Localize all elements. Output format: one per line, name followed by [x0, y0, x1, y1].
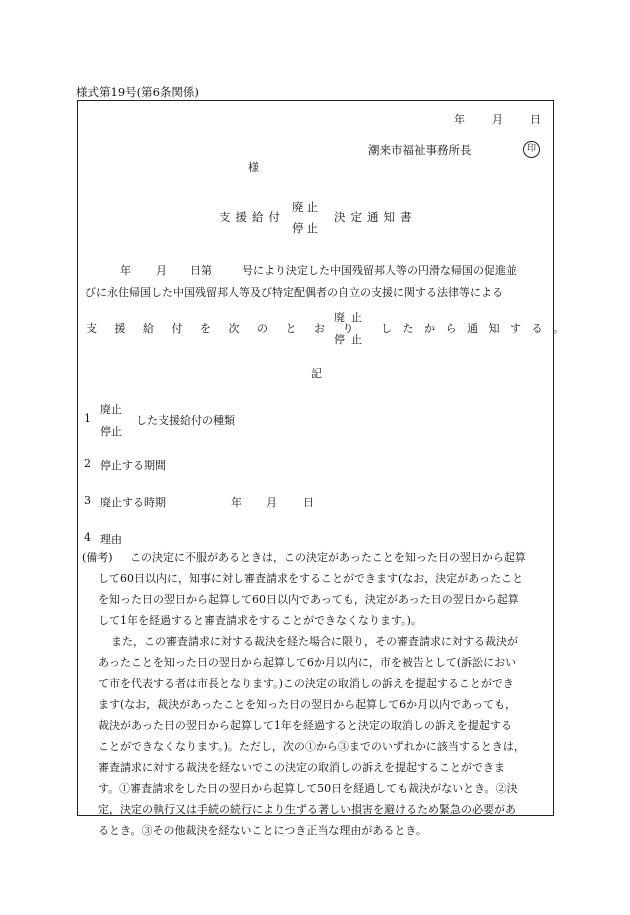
remarks-line: 裁決があった日の翌日から起算して1年を経過すると決定の取消しの訴えを提起する — [98, 719, 512, 732]
intro-line3-right: したから通知する。 — [381, 322, 575, 335]
remarks-line: す。①審査請求をした日の翌日から起算して50日を経過しても裁決がないとき。②決 — [98, 782, 518, 795]
issuer-name: 潮来市福祉事務所長 — [368, 143, 472, 157]
item4-number: 4 — [84, 531, 91, 544]
remarks-line: この決定に不服があるときは，この決定があったことを知った日の翌日から起算 — [130, 551, 526, 564]
item2-number: 2 — [84, 457, 91, 470]
item1-abolish: 廃止 — [100, 403, 122, 416]
addressee-suffix: 様 — [248, 161, 259, 174]
remarks-line: るとき。③その他裁決を経ないことにつき正当な理由があるとき。 — [98, 824, 427, 837]
item3-year: 年 — [231, 496, 242, 509]
item3-number: 3 — [84, 494, 91, 507]
date-month-label: 月 — [492, 113, 503, 126]
intro-line3-left: 支援給付を次のとおり — [86, 322, 371, 335]
item1-number: 1 — [84, 412, 91, 425]
title-right: 決定通知書 — [334, 210, 417, 224]
title-left: 支援給付 — [219, 210, 285, 224]
intro-line1-rest: 号により決定した中国残留邦人等の円滑な帰国の促進並 — [242, 264, 517, 277]
item3-month: 月 — [266, 496, 277, 509]
remarks-line: を知った日の翌日から起算して60日以内であっても，決定があった日の翌日から起算 — [98, 593, 519, 606]
form-number-label: 様式第19号(第6条関係) — [76, 85, 199, 99]
remarks-line: あったことを知った日の翌日から起算して6か月以内に，市を被告として(訴訟におい — [98, 656, 517, 669]
intro-year: 年 — [120, 264, 131, 277]
remarks-label: (備考) — [82, 551, 113, 564]
remarks-line: ことができなくなります。)。ただし，次の①から③までのいずれかに該当するときは， — [98, 740, 525, 753]
intro-line3-suspend: 停止 — [334, 333, 368, 346]
intro-line3-abolish: 廃止 — [334, 311, 368, 324]
date-year-label: 年 — [454, 113, 465, 126]
title-suspend: 停止 — [292, 221, 321, 235]
remarks-line: ます(なお，裁決があったことを知った日の翌日から起算して6か月以内であっても， — [98, 698, 517, 711]
item3-day: 日 — [303, 496, 314, 509]
remarks-line: 審査請求に対する裁決を経ないでこの決定の取消しの訴えを提起することができま — [98, 761, 505, 774]
notice-frame — [77, 100, 575, 837]
remarks-line: また，この審査請求に対する裁決を経た場合に限り，その審査請求に対する裁決が — [111, 635, 518, 648]
ki-label: 記 — [311, 367, 322, 380]
seal-mark: 印 — [523, 141, 540, 158]
remarks-line: 定，決定の執行又は手続の続行により生ずる著しい損害を避けるため緊急の必要があ — [98, 803, 516, 816]
item4-text: 理由 — [100, 533, 122, 546]
item1-suspend: 停止 — [100, 425, 122, 438]
intro-line2: びに永住帰国した中国残留邦人等及び特定配偶者の自立の支援に関する法律等による — [85, 286, 503, 299]
title-abolish: 廃止 — [292, 200, 321, 214]
remarks-line: して60日以内に，知事に対し審査請求をすることができます(なお，決定があったこと — [98, 572, 524, 585]
date-day-label: 日 — [530, 113, 541, 126]
intro-day-no: 日第 — [190, 264, 212, 277]
remarks-line: して1年を経過すると審査請求をすることができなくなります。)。 — [98, 614, 422, 627]
intro-month: 月 — [156, 264, 167, 277]
item1-text: した支援給付の種類 — [136, 414, 235, 427]
item3-text: 廃止する時期 — [100, 496, 166, 509]
item2-text: 停止する期間 — [100, 459, 166, 472]
remarks-line: て市を代表する者は市長となります。)この決定の取消しの訴えを提起することができ — [98, 677, 514, 690]
